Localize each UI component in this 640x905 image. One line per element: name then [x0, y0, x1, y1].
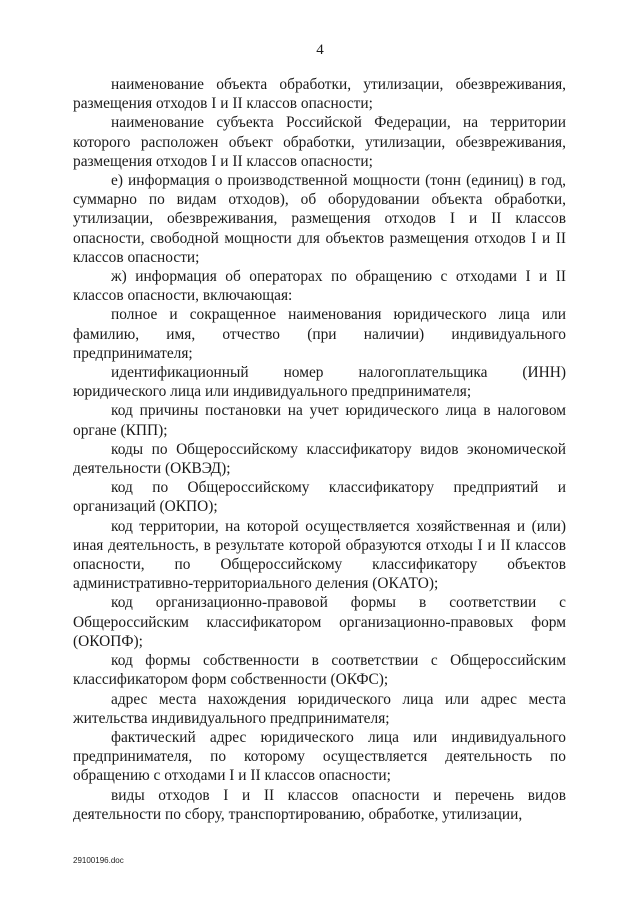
paragraph: наименование объекта обработки, утилизации, обезвреживания, размещения отходов I и II классов опасности;	[73, 76, 566, 113]
document-filename: 29100196.doc	[73, 856, 124, 865]
paragraph: идентификационный номер налогоплательщика (ИНН) юридического лица или индивидуального предпринимателя;	[73, 364, 566, 401]
paragraph: полное и сокращенное наименования юридического лица или фамилию, имя, отчество (при наличии) индивидуального предпринимателя;	[73, 306, 566, 362]
paragraph: адрес места нахождения юридического лица или адрес места жительства индивидуального предпринимателя;	[73, 690, 566, 727]
paragraph: коды по Общероссийскому классификатору видов экономической деятельности (ОКВЭД);	[73, 440, 566, 478]
paragraph: код причины постановки на учет юридического лица в налоговом органе (КПП);	[73, 402, 566, 439]
paragraph: код формы собственности в соответствии с Общероссийским классификатором форм собственности (ОКФС);	[73, 652, 566, 689]
paragraph: код организационно-правовой формы в соответствии с Общероссийским классификатором организационно-правовых форм (ОКОПФ);	[73, 594, 566, 650]
paragraph: фактический адрес юридического лица или индивидуального предпринимателя, по которому осуществляется деятельность по обращению с отходами I и II классов опасности;	[73, 728, 566, 785]
paragraph: ж) информация об операторах по обращению с отходами I и II классов опасности, включающая:	[73, 268, 566, 305]
paragraph: код территории, на которой осуществляется хозяйственная и (или) иная деятельность, в результате которой образуются отходы I и II классов опасности, по Общероссийскому классификатору объектов административно-территориального деления (ОКАТО);	[73, 517, 566, 593]
document-body	[73, 75, 566, 824]
paragraph: е) информация о производственной мощности (тонн (единиц) в год, суммарно по видам отходов), об оборудовании объекта обработки, утилизации, обезвреживания, размещения отходов I и II классов опасности, свободной мощности для объектов размещения отходов I и II классов опасности;	[73, 172, 566, 266]
page-number: 4	[316, 42, 324, 58]
paragraph: код по Общероссийскому классификатору предприятий и организаций (ОКПО);	[73, 479, 566, 516]
paragraph: виды отходов I и II классов опасности и перечень видов деятельности по сбору, транспортированию, обработке, утилизации,	[73, 786, 566, 823]
paragraph: наименование субъекта Российской Федерации, на территории которого расположен объект обработки, утилизации, обезвреживания, размещения отходов I и II классов опасности;	[73, 114, 566, 170]
